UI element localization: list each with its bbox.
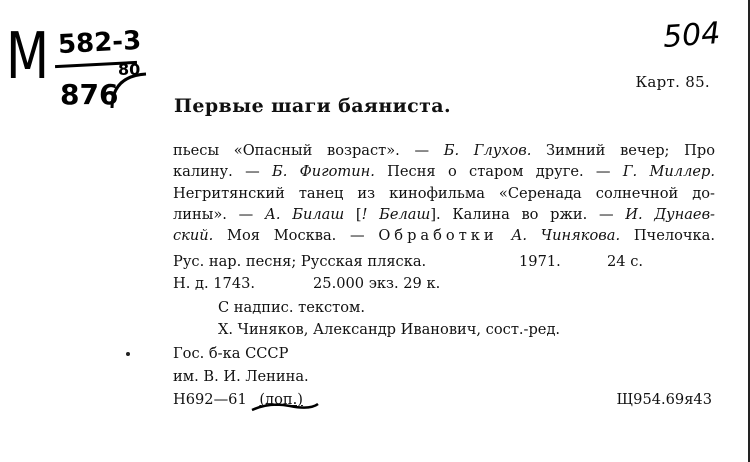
description-segment: Г. Миллер. bbox=[622, 163, 716, 181]
print-row bbox=[173, 275, 693, 292]
handwritten-corner-number: 504 bbox=[661, 16, 722, 55]
note-row: С надпис. текстом. bbox=[218, 299, 365, 316]
handwritten-number-bottom: 876 bbox=[60, 78, 119, 111]
card-title: Первые шаги баяниста. bbox=[174, 95, 452, 117]
description-segment: Б. Глухов. bbox=[443, 142, 532, 159]
library-line-1: Гос. б-ка СССР bbox=[173, 345, 289, 362]
description-segment: калину. — bbox=[173, 163, 272, 181]
handwritten-number-top: 582-3 bbox=[57, 25, 142, 61]
description-segment: Обработки bbox=[378, 227, 498, 245]
author-row: Х. Чиняков, Александр Иванович, сост.-ред. bbox=[218, 321, 561, 338]
handwritten-letter: M bbox=[6, 20, 48, 94]
description-segment: Песня о старом друге. — bbox=[374, 163, 623, 181]
publication-row bbox=[173, 253, 693, 270]
description-segment: ский. bbox=[173, 227, 214, 245]
publication-pages: 24 с. bbox=[607, 253, 644, 270]
publication-text: Рус. нар. песня; Русская пляска. bbox=[173, 253, 427, 270]
publication-year: 1971. bbox=[519, 253, 561, 270]
description-segment: И. Дунаев- bbox=[625, 205, 715, 223]
handwritten-underline-mark bbox=[250, 398, 320, 414]
description-segment: Негритянский танец из кинофильма «Серенада солнечной до- bbox=[173, 184, 715, 202]
description-line bbox=[173, 161, 715, 182]
description-segment: Пчелочка. bbox=[620, 227, 715, 245]
card-number: Карт. 85. bbox=[635, 73, 710, 91]
description-segment: Б. Фиготин. bbox=[272, 163, 375, 181]
handwritten-number-small: 80 bbox=[118, 60, 141, 79]
description-segment: лины». — bbox=[173, 205, 265, 223]
description-segment: [ bbox=[344, 205, 362, 223]
code-number: Н692—61 bbox=[173, 391, 247, 408]
description-segment: Зимний вечер; Про bbox=[531, 142, 715, 159]
code-addition: (доп.) bbox=[259, 391, 303, 408]
description-line bbox=[173, 225, 715, 246]
description-segment: А. Билаш bbox=[264, 205, 345, 223]
order-number: Н. д. 1743. bbox=[173, 275, 256, 292]
card-description bbox=[173, 140, 715, 246]
copies-and-price: 25.000 экз. 29 к. bbox=[313, 275, 441, 292]
description-segment: ]. Калина во ржи. — bbox=[430, 205, 626, 223]
stray-dot bbox=[126, 352, 130, 356]
description-segment: А. Чинякова. bbox=[511, 227, 621, 245]
description-segment bbox=[498, 227, 512, 244]
description-line bbox=[173, 204, 715, 225]
library-line-2: им. В. И. Ленина. bbox=[173, 368, 309, 385]
description-segment: Моя Москва. — bbox=[213, 227, 379, 245]
description-segment: ! Белаш bbox=[361, 205, 431, 223]
description-line bbox=[173, 183, 715, 204]
description-line bbox=[173, 140, 715, 161]
description-segment: пьесы «Опасный возраст». — bbox=[173, 142, 444, 159]
footer-code-right: Щ954.69я43 bbox=[616, 391, 712, 408]
